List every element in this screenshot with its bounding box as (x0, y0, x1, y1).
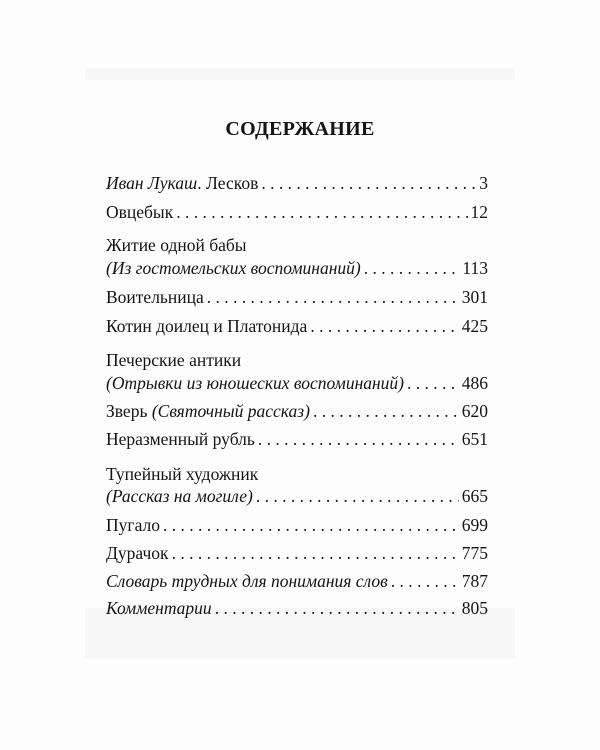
entry-page: 805 (461, 598, 488, 618)
entry-subtitle: (Рассказ на могиле) (106, 486, 253, 506)
toc-entry (106, 401, 488, 423)
entry-title: Котин доилец и Платонида (106, 316, 308, 336)
entry-subtitle: (Святочный рассказ) (151, 401, 310, 421)
page-title: СОДЕРЖАНИЕ (225, 118, 375, 140)
toc-entry (106, 316, 488, 338)
entry-title: Воительница (106, 287, 204, 307)
entry-title: Житие одной бабы (106, 235, 247, 255)
entry-page: 3 (479, 173, 488, 193)
entry-page: 12 (470, 202, 488, 222)
entry-page: 665 (461, 486, 488, 506)
dot-leader (163, 515, 459, 536)
dot-leader (310, 316, 458, 337)
toc-entry (106, 598, 488, 620)
entry-author: Иван Лукаш (106, 173, 198, 193)
entry-title: Овцебык (106, 202, 174, 222)
toc-entry (106, 287, 488, 309)
dot-leader (172, 543, 459, 564)
entry-title: Комментарии (106, 598, 212, 618)
entry-title: Неразменный рубль (106, 429, 255, 449)
entry-page: 775 (461, 543, 488, 563)
entry-title: Печерские антики (106, 350, 242, 370)
dot-leader (207, 287, 459, 308)
toc-entry (106, 173, 488, 195)
entry-title: Пугало (106, 515, 160, 535)
entry-page: 425 (461, 316, 488, 336)
toc-entry (106, 571, 488, 593)
toc-entry (106, 373, 488, 395)
toc-entry (106, 486, 488, 508)
entry-title: Зверь (106, 401, 152, 421)
entry-page: 486 (461, 373, 488, 393)
dot-leader (391, 571, 459, 592)
dot-leader (176, 202, 467, 223)
dot-leader (215, 598, 459, 619)
dot-leader (364, 258, 460, 279)
bleed-through (85, 68, 515, 80)
entry-page: 620 (461, 401, 488, 421)
dot-leader (313, 401, 459, 422)
entry-title: . Лесков (197, 173, 259, 193)
dot-leader (407, 373, 459, 394)
dot-leader (256, 486, 459, 507)
entry-subtitle: (Отрывки из юношеских воспоминаний) (106, 373, 405, 393)
entry-subtitle: (Из гостомельских воспоминаний) (106, 258, 361, 278)
toc-entry (106, 202, 488, 224)
dot-leader (258, 429, 459, 450)
entry-page: 699 (461, 515, 488, 535)
entry-title: Дурачок (106, 543, 169, 563)
dot-leader (261, 173, 476, 194)
toc-entry (106, 429, 488, 451)
entry-title: Словарь трудных для понимания слов (106, 571, 388, 591)
entry-page: 113 (462, 258, 488, 278)
entry-page: 651 (461, 429, 488, 449)
entry-page: 301 (461, 287, 488, 307)
toc-entry (106, 543, 488, 565)
entry-title: Тупейный художник (106, 464, 259, 484)
toc-entry (106, 515, 488, 537)
toc-entry (106, 258, 488, 280)
entry-page: 787 (461, 571, 488, 591)
